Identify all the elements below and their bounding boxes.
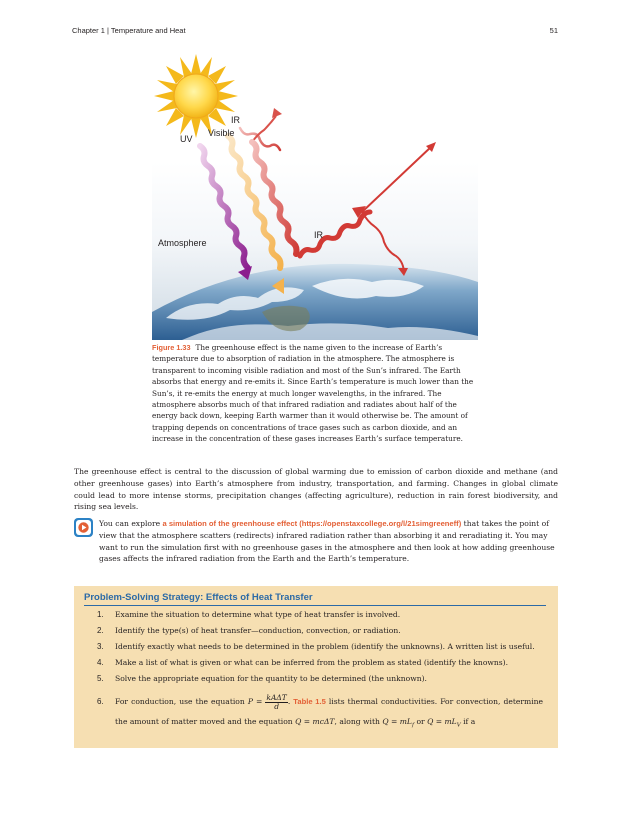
convection-equation: Q = mcΔT: [295, 717, 335, 726]
label-atmosphere: Atmosphere: [158, 238, 207, 248]
figure-caption-text: The greenhouse effect is the name given to the increase of Earth’s temperature due to absorption of radiation in the atmosphere. The atmosphere is transparent to incoming visible radiation and most of the Sun’s infrared. The Earth absorbs that energy and re-emits it. Since Earth’s temperature is much lower than the Sun’s, it re-emits the energy at much longer wavelengths, in the infrared. The atmosphere absorbs much of that infrared radiation and radiates about half of the energy back down, keeping Earth warmer than it would otherwise be. The amount of trapping depends on concentrations of trace gases such as carbon dioxide, and an increase in the concentration of these gases increases Earth’s surface temperature.: [152, 343, 474, 444]
conduction-fraction: $\frac{\text{kAΔT}}{d}$: [266, 692, 287, 711]
running-head: [72, 26, 558, 38]
simulation-note: [99, 518, 558, 565]
conduction-equation: P =: [247, 697, 263, 706]
page-number: 51: [549, 26, 558, 35]
label-uv: UV: [180, 134, 193, 144]
simulation-icon: [74, 518, 93, 537]
sun-icon: [154, 54, 238, 138]
ir-upper-arrowhead: [272, 108, 282, 118]
figure-label: Figure 1.33: [152, 343, 191, 352]
table-reference-link[interactable]: Table 1.5: [293, 697, 326, 706]
label-ir-mid: IR: [314, 230, 323, 240]
simulation-intro: You can explore: [99, 519, 163, 528]
vaporization-equation: $Q = mL_V$: [427, 717, 461, 729]
figure-caption: [152, 342, 478, 445]
greenhouse-effect-figure: [152, 50, 478, 340]
chapter-title: Chapter 1 | Temperature and Heat: [72, 26, 186, 35]
play-icon: [74, 518, 93, 537]
label-visible: Visible: [208, 128, 235, 138]
simulation-link[interactable]: a simulation of the greenhouse effect (https://openstaxcollege.org/l/21simgreeneff): [162, 519, 462, 528]
body-paragraph: The greenhouse effect is central to the discussion of global warming due to emission of carbon dioxide and methane (and other greenhouse gases) into Earth’s atmosphere from industry, transportation, and farming. Changes in global climate could lead to more intense storms, precipitation changes (affecting agriculture), reduction in rain forest biodiversity, and rising sea levels.: [74, 467, 558, 512]
strategy-title: Problem-Solving Strategy: Effects of Heat Transfer: [84, 592, 546, 606]
simulation-rest: that takes the point of view that the atmosphere scatters (redirects) infrared radiation rather than absorbing it and reradiating it. You may want to run the simulation first with no greenhouse gases in the atmosphere and then look at how adding greenhouse gases affects the infrared radiation from the Earth and the Earth’s temperature.: [99, 519, 555, 564]
ir-ray-upper: [240, 128, 280, 150]
label-ir-top: IR: [231, 115, 240, 125]
strategy-step-6-text: For conduction, use the equation P = $\frac{\text{kAΔT}}{d}$ . Table 1.5 lists thermal conductivities. For convection, determine the amount of matter moved and the equation Q = mcΔT, along with $Q = mL_f$ or $Q = mL_V$ if a: [115, 692, 544, 729]
problem-solving-strategy-box: Problem-Solving Strategy: Effects of Heat Transfer 1. Examine the situation to determine what type of heat transfer is involved. 2. Identify the type(s) of heat transfer—conduction, convection, or radiation. 3. Identify exactly what needs to be determined in the problem (identify the unknowns). A written list is useful. 4. Make a list of what is given or what can be inferred from the problem as stated (identify the knowns). 5. Solve the appropriate equation for the quantity to be determined (the unknown). 6. For conduction, use the equation P = $\frac{\text{kAΔT}}{d}$ . Table 1.5 lists thermal conductivities. For convection, determine the amount of matter moved and the equation Q = mcΔT, along with $Q = mL_f$ or $Q = mL_V$ if a: [74, 586, 558, 748]
fusion-equation: $Q = mL_f$: [382, 717, 415, 729]
